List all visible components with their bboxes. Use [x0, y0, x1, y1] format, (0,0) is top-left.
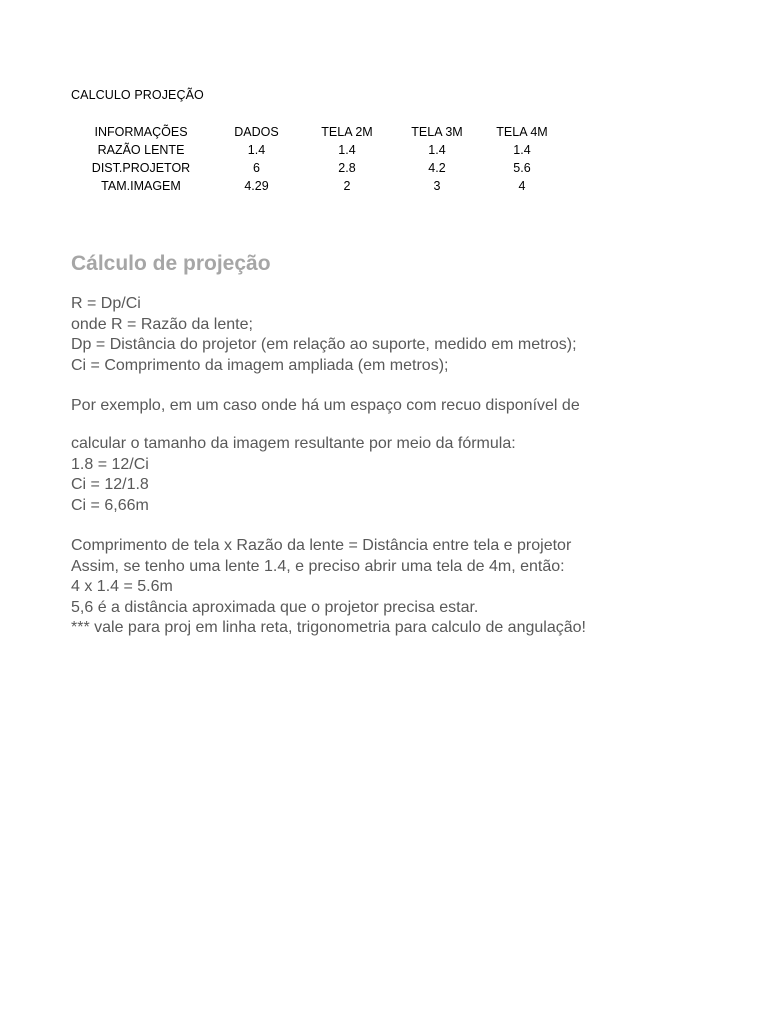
column-header-tela-2m: TELA 2M	[321, 125, 373, 139]
column-header-informacoes: INFORMAÇÕES	[94, 125, 188, 139]
table-row	[71, 141, 562, 159]
table-cell: 3	[433, 179, 441, 193]
table-cell: 4	[518, 179, 526, 193]
table-cell: 2	[343, 179, 351, 193]
table-header-row	[71, 123, 562, 141]
table-cell: 6	[253, 161, 260, 175]
text-line: *** vale para proj em linha reta, trigonometria para calculo de angulação!	[71, 619, 586, 636]
column-header-dados: DADOS	[234, 125, 279, 139]
text-line: Assim, se tenho uma lente 1.4, e preciso abrir uma tela de 4m, então:	[71, 557, 565, 575]
table-cell: 1.4	[513, 143, 531, 157]
table-row	[71, 177, 562, 195]
text-line: R = Dp/Ci	[71, 295, 141, 312]
document-title: CALCULO PROJEÇÃO	[71, 88, 204, 102]
text-line: calcular o tamanho da imagem resultante por meio da fórmula:	[71, 435, 516, 452]
example-paragraph	[71, 434, 516, 516]
table-cell: 1.4	[338, 143, 356, 157]
table-cell: TAM.IMAGEM	[101, 179, 181, 193]
section-heading: Cálculo de projeção	[71, 252, 271, 275]
column-header-tela-3m: TELA 3M	[411, 125, 463, 139]
table-cell: RAZÃO LENTE	[97, 143, 185, 157]
text-line: Ci = 6,66m	[71, 496, 149, 514]
text-line: 5,6 é a distância aproximada que o projetor precisa estar.	[71, 598, 479, 616]
text-line: Comprimento de tela x Razão da lente = Distância entre tela e projetor	[71, 537, 572, 554]
table-cell: 4.29	[244, 179, 269, 193]
table-cell: 1.4	[428, 143, 446, 157]
text-line: 4 x 1.4 = 5.6m	[71, 578, 173, 595]
rule-paragraph	[71, 536, 586, 639]
table-cell: DIST.PROJETOR	[91, 161, 191, 175]
formula-paragraph	[71, 294, 577, 376]
text-line: Ci = 12/1.8	[71, 476, 149, 493]
table-cell: 1.4	[247, 143, 266, 157]
table-cell: 4.2	[428, 161, 446, 175]
table-row	[71, 159, 562, 177]
table-cell: 5.6	[513, 161, 531, 175]
text-line: Por exemplo, em um caso onde há um espaço com recuo disponível de	[71, 397, 580, 414]
projection-table	[71, 123, 562, 195]
text-line: 1.8 = 12/Ci	[71, 455, 149, 473]
text-line: Dp = Distância do projetor (em relação ao suporte, medido em metros);	[71, 336, 577, 353]
text-line: onde R = Razão da lente;	[71, 315, 253, 333]
example-intro-paragraph	[71, 396, 580, 417]
table-cell: 2.8	[338, 161, 356, 175]
column-header-tela-4m: TELA 4M	[496, 125, 548, 139]
text-line: Ci = Comprimento da imagem ampliada (em metros);	[71, 356, 449, 374]
